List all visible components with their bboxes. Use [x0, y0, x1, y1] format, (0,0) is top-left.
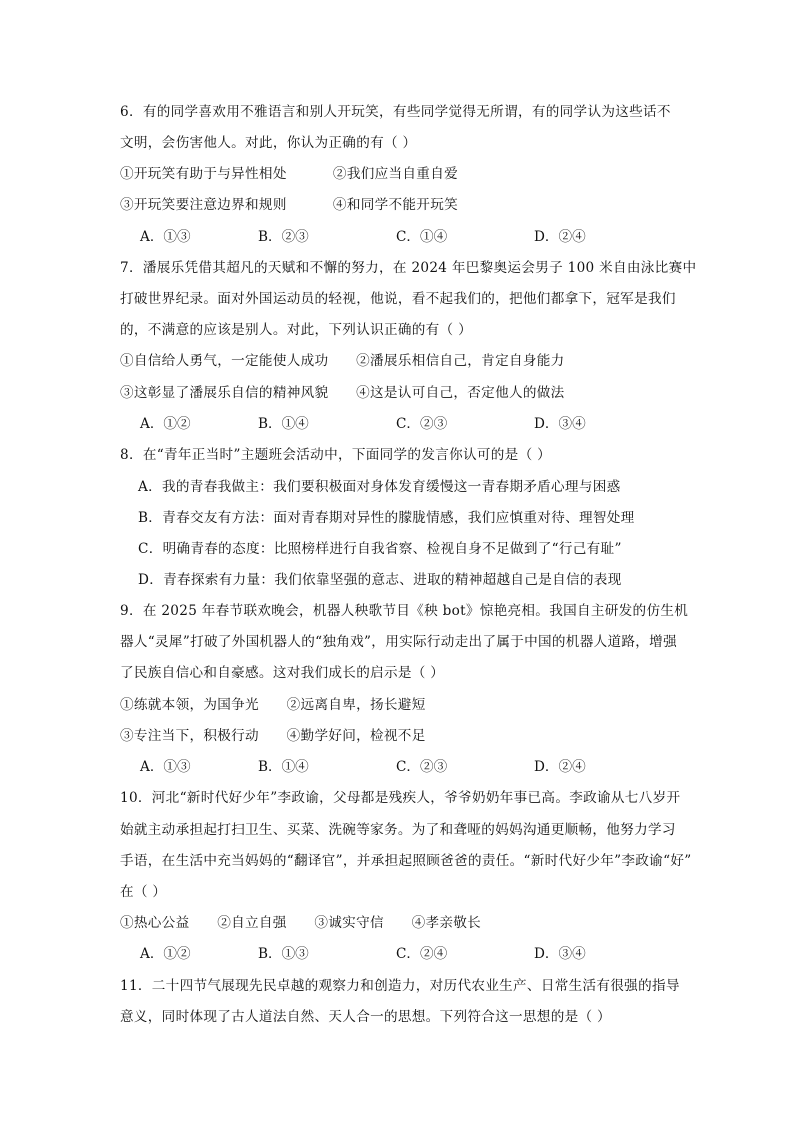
q7-statements-row-2: ③这彰显了潘展乐自信的精神风貌 ④这是认可自己，否定他人的做法	[120, 385, 565, 401]
q6-statements-row-2: ③开玩笑要注意边界和规则 ④和同学不能开玩笑	[120, 197, 458, 213]
q7-choice-a[interactable]: A．①②	[140, 416, 191, 432]
q8-stem: 8．在“青年正当时”主题班会活动中，下面同学的发言你认可的是（ ）	[120, 447, 551, 463]
q6-choice-a[interactable]: A．①③	[140, 229, 191, 245]
q6-statements-row-1: ①开玩笑有助于与异性相处 ②我们应当自重自爱	[120, 166, 458, 182]
q10-choice-b[interactable]: B．①③	[258, 946, 309, 962]
q11-stem-line-2: 意义，同时体现了古人道法自然、天人合一的思想。下列符合这一思想的是（ ）	[120, 1009, 611, 1025]
q9-stem-line-1: 9．在 2025 年春节联欢晚会，机器人秧歌节目《秧 bot》惊艳亮相。我国自主研发的仿生机	[120, 603, 689, 619]
q7-stem-line-2: 打破世界纪录。面对外国运动员的轻视，他说，看不起我们的，把他们都拿下，冠军是我们	[120, 291, 676, 307]
q9-choice-c[interactable]: C．②③	[396, 759, 448, 775]
q8-option-c[interactable]: C．明确青春的态度：比照榜样进行自我省察、检视自身不足做到了“行己有耻”	[138, 541, 622, 557]
q7-choice-d[interactable]: D．③④	[534, 416, 586, 432]
q9-choice-d[interactable]: D．②④	[534, 759, 586, 775]
q10-stem-line-1: 10．河北“新时代好少年”李政谕，父母都是残疾人，爷爷奶奶年事已高。李政谕从七八岁开	[120, 790, 681, 806]
q7-statements-row-1: ①自信给人勇气，一定能使人成功 ②潘展乐相信自己，肯定自身能力	[120, 353, 565, 369]
q7-stem-line-1: 7．潘展乐凭借其超凡的天赋和不懈的努力，在 2024 年巴黎奥运会男子 100 米自由泳比赛中	[120, 260, 697, 276]
q6-choice-c[interactable]: C．①④	[396, 229, 448, 245]
q10-choice-c[interactable]: C．②④	[396, 946, 448, 962]
q6-choice-b[interactable]: B．②③	[258, 229, 309, 245]
q6-stem-line-2: 文明，会伤害他人。对此，你认为正确的有（ ）	[120, 135, 417, 151]
q10-choice-d[interactable]: D．③④	[534, 946, 586, 962]
q7-stem-line-3: 的，不满意的应该是别人。对此，下列认识正确的有（ ）	[120, 322, 472, 338]
q10-stem-line-2: 始就主动承担起打扫卫生、买菜、洗碗等家务。为了和聋哑的妈妈沟通更顺畅，他努力学习	[120, 822, 676, 838]
q6-stem-line-1: 6．有的同学喜欢用不雅语言和别人开玩笑，有些同学觉得无所谓，有的同学认为这些话不	[120, 104, 671, 120]
q10-stem-line-4: 在（ ）	[120, 884, 167, 900]
q8-option-b[interactable]: B．青春交友有方法：面对青春期对异性的朦胧情感，我们应慎重对待、理智处理	[138, 510, 635, 526]
q9-choice-a[interactable]: A．①③	[140, 759, 191, 775]
q9-stem-line-3: 了民族自信心和自豪感。这对我们成长的启示是（ ）	[120, 665, 445, 681]
q9-statements-row-2: ③专注当下，积极行动 ④勤学好问，检视不足	[120, 728, 426, 744]
q11-stem-line-1: 11．二十四节气展现先民卓越的观察力和创造力，对历代农业生产、日常生活有很强的指导	[120, 978, 680, 994]
q8-option-d[interactable]: D．青春探索有力量：我们依靠坚强的意志、进取的精神超越自己是自信的表现	[138, 572, 622, 588]
q7-choice-b[interactable]: B．①④	[258, 416, 309, 432]
q6-choice-d[interactable]: D．②④	[534, 229, 586, 245]
q8-option-a[interactable]: A．我的青春我做主：我们要积极面对身体发育缓慢这一青春期矛盾心理与困惑	[138, 479, 621, 495]
q9-statements-row-1: ①练就本领，为国争光 ②远离自卑，扬长避短	[120, 697, 426, 713]
q9-stem-line-2: 器人“灵犀”打破了外国机器人的“独角戏”，用实际行动走出了属于中国的机器人道路，增强	[120, 634, 677, 650]
q10-statements-row: ①热心公益 ②自立自强 ③诚实守信 ④孝亲敬长	[120, 915, 482, 931]
q9-choice-b[interactable]: B．①④	[258, 759, 309, 775]
q10-choice-a[interactable]: A．①②	[140, 946, 191, 962]
q10-stem-line-3: 手语，在生活中充当妈妈的“翻译官”，并承担起照顾爸爸的责任。“新时代好少年”李政谕“好”	[120, 853, 692, 869]
q7-choice-c[interactable]: C．②③	[396, 416, 448, 432]
